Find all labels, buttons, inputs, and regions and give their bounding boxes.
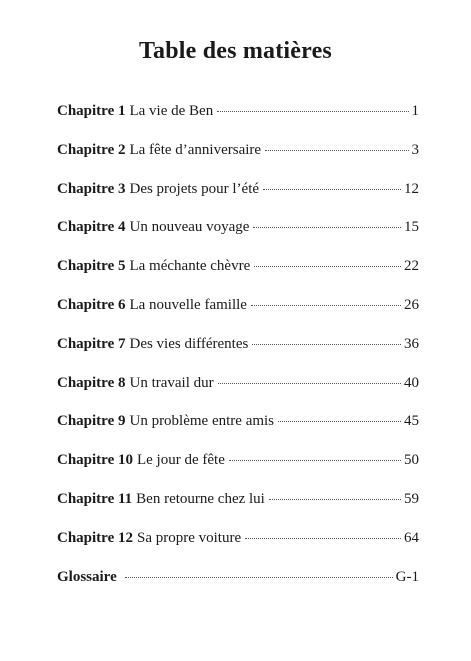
toc-entry-chapter-8 bbox=[57, 375, 419, 414]
toc-entry-title: Un nouveau voyage bbox=[129, 219, 250, 236]
toc-entry-chapter-7 bbox=[57, 336, 419, 375]
toc-entry-label: Chapitre 9 bbox=[57, 413, 126, 430]
dot-leader bbox=[269, 499, 401, 500]
dot-leader bbox=[125, 577, 393, 578]
toc-entry-title: Le jour de fête bbox=[136, 452, 225, 469]
toc-entry-page: 3 bbox=[411, 141, 419, 158]
toc-entry-title: Des projets pour l’été bbox=[129, 180, 260, 197]
toc-entry-label: Chapitre 4 bbox=[57, 219, 126, 236]
page-title: Table des matières bbox=[139, 38, 332, 64]
toc-entry-page: 12 bbox=[404, 180, 419, 197]
toc-entry-page: 64 bbox=[404, 529, 419, 546]
toc-entry-title: Ben retourne chez lui bbox=[136, 490, 265, 507]
toc-entry-chapter-6 bbox=[57, 297, 419, 336]
dot-leader bbox=[252, 344, 401, 345]
toc-entry-page: 59 bbox=[404, 490, 419, 507]
toc-entry-title: La vie de Ben bbox=[129, 103, 214, 119]
dot-leader bbox=[229, 460, 401, 461]
toc-entry-label: Chapitre 2 bbox=[57, 141, 126, 158]
toc-entry-chapter-9 bbox=[57, 413, 419, 452]
dot-leader bbox=[254, 266, 401, 267]
toc-entry-title: La nouvelle famille bbox=[129, 296, 247, 313]
toc-entry-chapter-12 bbox=[57, 530, 419, 569]
toc-entry-title: Des vies différentes bbox=[129, 335, 249, 352]
toc-entry-label: Glossaire bbox=[57, 568, 117, 585]
toc-entry-label: Chapitre 8 bbox=[57, 374, 126, 391]
toc-entry-page: 22 bbox=[404, 258, 419, 275]
toc-entry-title: La méchante chèvre bbox=[129, 258, 251, 275]
toc-entry-page: 45 bbox=[404, 413, 419, 430]
toc-entry-glossary bbox=[57, 569, 419, 608]
toc-entry-chapter-3 bbox=[57, 181, 419, 220]
toc-entry-title: Un travail dur bbox=[129, 374, 214, 391]
toc-entry-page: 26 bbox=[404, 296, 419, 313]
toc-entry-title: Sa propre voiture bbox=[136, 529, 242, 546]
toc-entry-label: Chapitre 5 bbox=[57, 258, 126, 275]
dot-leader bbox=[218, 383, 401, 384]
toc-entry-page: 1 bbox=[411, 103, 419, 119]
dot-leader bbox=[245, 538, 401, 539]
toc-entry-page: G-1 bbox=[395, 568, 419, 585]
toc-entry-chapter-10 bbox=[57, 452, 419, 491]
toc-entry-chapter-5 bbox=[57, 258, 419, 297]
toc-entry-label: Chapitre 6 bbox=[57, 296, 126, 313]
toc-entry-chapter-4 bbox=[57, 219, 419, 258]
toc-entry-page: 36 bbox=[404, 335, 419, 352]
toc-entry-label: Chapitre 1 bbox=[57, 103, 126, 119]
toc-entry-chapter-2 bbox=[57, 142, 419, 181]
dot-leader bbox=[253, 227, 401, 228]
toc-entry-label: Chapitre 10 bbox=[57, 452, 133, 469]
toc-entry-label: Chapitre 3 bbox=[57, 180, 126, 197]
dot-leader bbox=[278, 421, 401, 422]
dot-leader bbox=[263, 189, 401, 190]
toc-entry-page: 15 bbox=[404, 219, 419, 236]
toc-entry-page: 40 bbox=[404, 374, 419, 391]
toc-entry-chapter-11 bbox=[57, 491, 419, 530]
toc-entry-page: 50 bbox=[404, 452, 419, 469]
toc-entry-label: Chapitre 11 bbox=[57, 490, 133, 507]
dot-leader bbox=[265, 150, 408, 151]
toc-entry-label: Chapitre 12 bbox=[57, 529, 133, 546]
toc-entry-chapter-1 bbox=[57, 103, 419, 142]
toc-entry-title: La fête d’anniversaire bbox=[129, 141, 262, 158]
table-of-contents bbox=[57, 103, 419, 607]
dot-leader bbox=[251, 305, 401, 306]
toc-entry-label: Chapitre 7 bbox=[57, 335, 126, 352]
toc-entry-title: Un problème entre amis bbox=[129, 413, 275, 430]
dot-leader bbox=[217, 111, 408, 112]
